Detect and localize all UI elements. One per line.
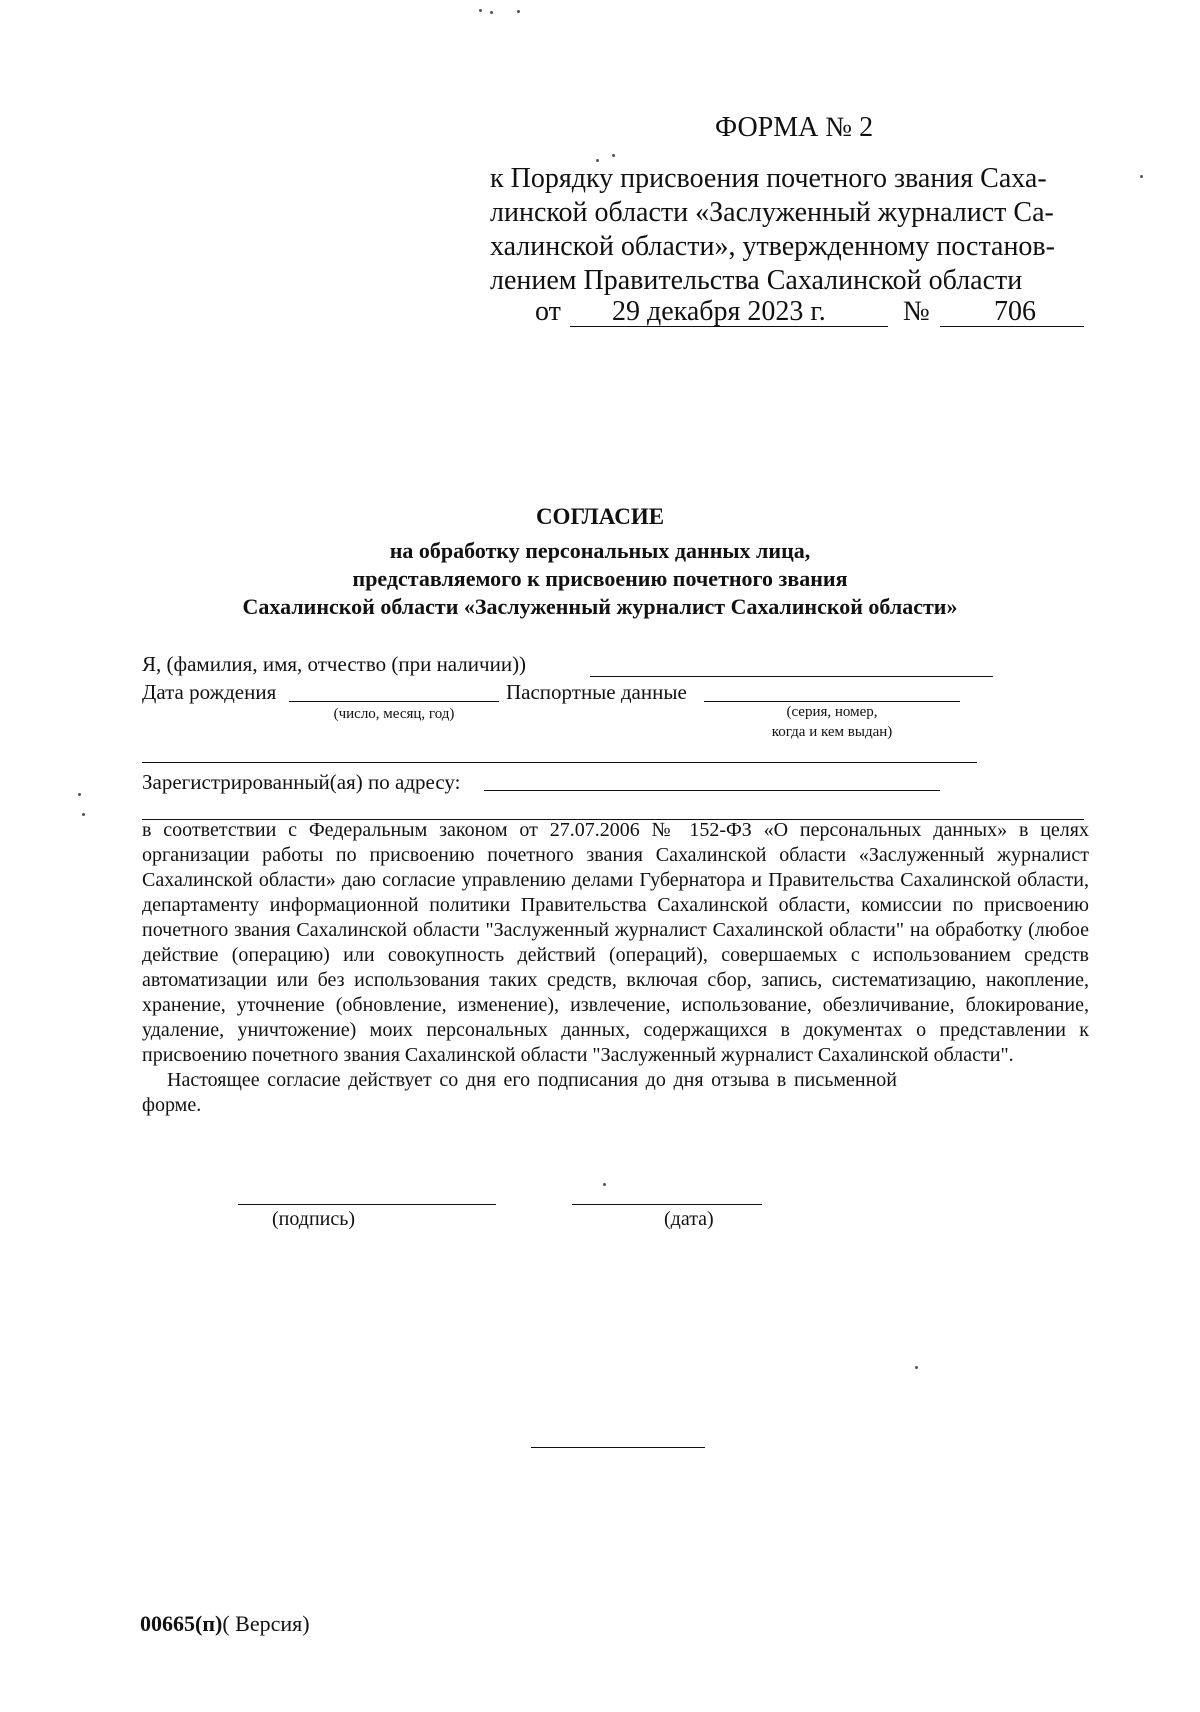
- separator-line: [531, 1447, 705, 1448]
- document-version: ( Версия): [222, 1611, 310, 1636]
- document-code-number: 00665(п): [140, 1611, 223, 1636]
- appendix-line-2: линской области «Заслуженный журналист Са-: [490, 197, 1054, 228]
- address-label: Зарегистрированный(ая) по адресу:: [142, 770, 461, 794]
- scan-speck: [596, 159, 599, 162]
- title-subline-3: Сахалинской области «Заслуженный журналист Сахалинской области»: [242, 594, 958, 619]
- full-name-label: Я, (фамилия, имя, отчество (при наличии)): [142, 652, 527, 676]
- document-title: СОГЛАСИЕ: [535, 504, 665, 529]
- appendix-line-1: к Порядку присвоения почетного звания Саха-: [490, 163, 1047, 194]
- scan-speck: [915, 1366, 918, 1369]
- document-code: [140, 1611, 310, 1637]
- full-name-field[interactable]: [590, 676, 993, 677]
- passport-continuation-field[interactable]: [142, 762, 977, 763]
- from-label: от: [535, 296, 561, 327]
- scan-speck: [82, 813, 85, 816]
- form-number-label: ФОРМА № 2: [715, 112, 874, 143]
- scan-speck: [517, 10, 520, 13]
- address-field[interactable]: [484, 790, 940, 791]
- title-subline-2: представляемого к присвоению почетного звания: [352, 566, 848, 591]
- resolution-date: 29 декабря 2023 г.: [612, 296, 826, 327]
- resolution-number-underline: [940, 326, 1084, 327]
- appendix-line-3: халинской области», утвержденному постанов-: [490, 231, 1055, 262]
- consent-paragraph-2: Настоящее согласие действует со дня его подписания до дня отзыва в письменной форме.: [142, 1069, 897, 1116]
- scan-speck: [1140, 175, 1143, 178]
- resolution-number: 706: [994, 296, 1036, 327]
- consent-paragraph-1: в соответствии с Федеральным законом от 27.07.2006 № 152-ФЗ «О персональных данных» в целях организации работы по присвоению почетного звания Сахалинской области «Заслуженный журналист Сахалинской области» даю согласие управлению делами Губернатора и Правительства Сахалинской области, департаменту информационной политики Правительства Сахалинской области, комиссии по присвоению почетного звания Сахалинской области "Заслуженный журналист Сахалинской области" на обработку (любое действие (операцию) или совокупность действий (операций), совершаемых с использованием средств автоматизации или без использования таких средств, включая сбор, запись, систематизацию, накопление, хранение, уточнение (обновление, изменение), извлечение, использование, обезличивание, блокирование, удаление, уничтожение) моих персональных данных, содержащихся в документах о представлении к присвоению почетного звания Сахалинской области "Заслуженный журналист Сахалинской области".: [142, 819, 1089, 1066]
- scan-speck: [490, 11, 493, 14]
- number-label: №: [903, 296, 930, 327]
- scan-speck: [603, 1183, 606, 1186]
- title-subline-1: на обработку персональных данных лица,: [389, 538, 811, 563]
- birth-date-label: Дата рождения: [142, 680, 277, 704]
- passport-label: Паспортные данные: [506, 680, 687, 704]
- birth-date-hint: (число, месяц, год): [333, 706, 455, 722]
- scan-speck: [612, 154, 615, 157]
- resolution-date-row: [527, 296, 1087, 330]
- scan-speck: [78, 793, 81, 796]
- consent-body: [142, 818, 1089, 1118]
- scan-speck: [479, 9, 482, 12]
- appendix-line-4: лением Правительства Сахалинской области: [490, 265, 1023, 296]
- signature-field[interactable]: [238, 1204, 496, 1205]
- resolution-date-underline: [570, 326, 888, 327]
- passport-hint-line-2: когда и кем выдан): [771, 724, 893, 740]
- date-label: (дата): [664, 1208, 714, 1230]
- birth-date-field[interactable]: [289, 701, 499, 702]
- passport-hint-line-1: (серия, номер,: [786, 704, 878, 720]
- date-field[interactable]: [572, 1204, 762, 1205]
- signature-label: (подпись): [272, 1208, 356, 1230]
